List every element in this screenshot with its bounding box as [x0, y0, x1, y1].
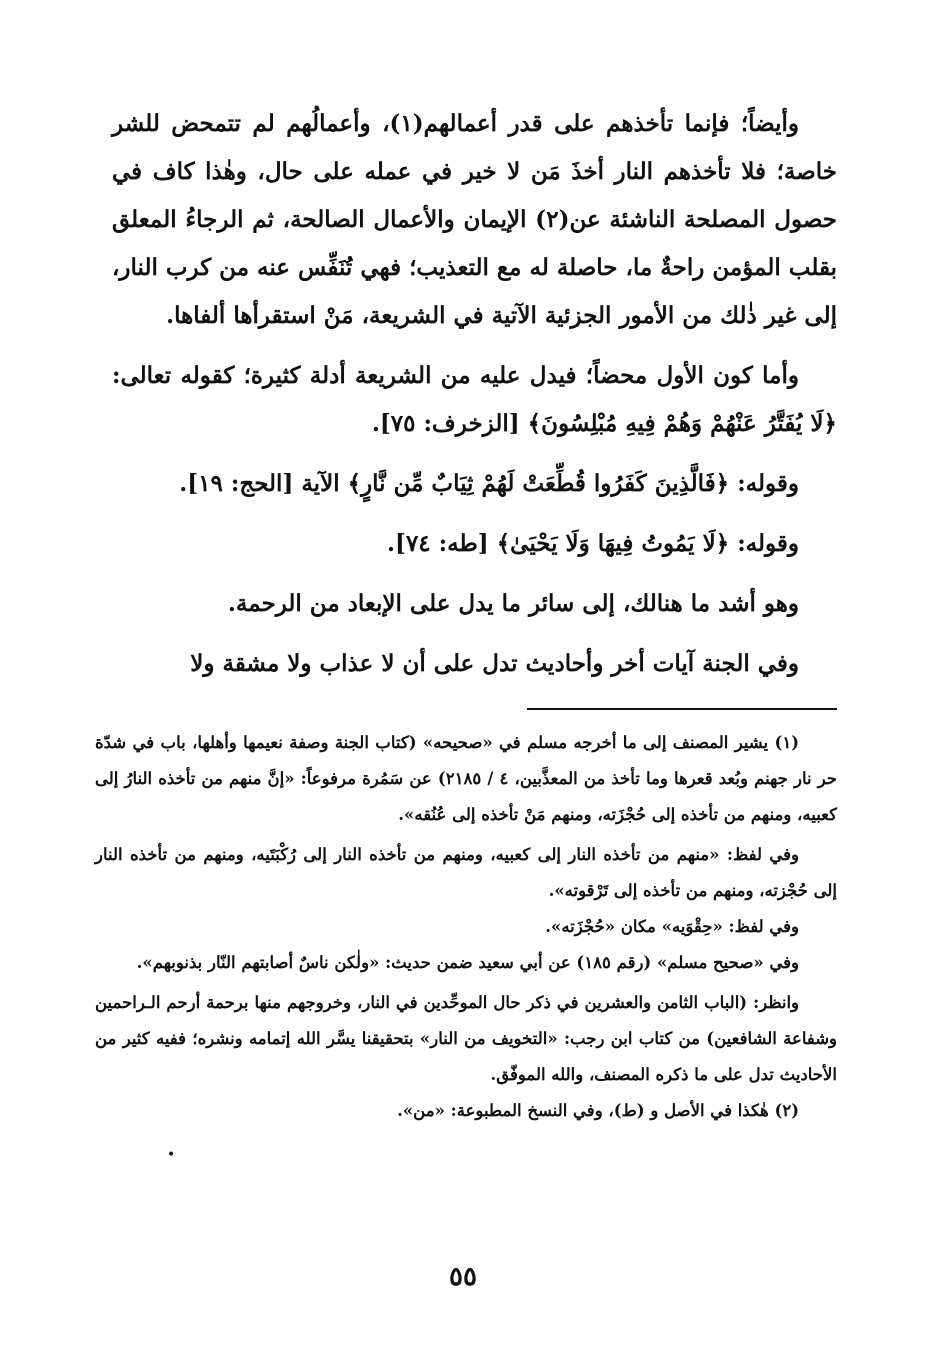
footnote: وفي «صحيح مسلم» (رقم ١٨٥) عن أبي سعيد ضمن حديث: «ولٰكن ناسٌ أصابتهم النّار بذنوبهم».: [136, 953, 799, 972]
paragraph-text: وقوله:: [737, 530, 799, 557]
paragraph: وفي الجنة آيات أخر وأحاديث تدل على أن لا عذاب ولا مشقة ولا: [190, 650, 799, 677]
footnote: وانظر: (الباب الثامن والعشرين في ذكر حال الموحِّدين في النار، وخروجهم منها برحمة أرحم الـراحمين وشفاعة الشافعين) من كتاب ابن رجب: «التخويف من النار» بتحقيقنا يسَّر الله إتمامه ونشره؛ ففيه كثير من الأحاديث تدل على ما ذكره المصنف، والله الموفّق.: [95, 993, 837, 1084]
main-text: [112, 100, 837, 688]
quran-verse: ﴿فَالَّذِينَ كَفَرُوا قُطِّعَتْ لَهُمْ ثِيَابٌ مِّن نَّارٍ﴾: [347, 470, 730, 497]
paragraph: [112, 460, 837, 508]
paragraph: [112, 520, 837, 568]
paragraph: وأيضاً؛ فإنما تأخذهم على قدر أعمالهم(١)، وأعمالُهم لم تتمحض للشر خاصة؛ فلا تأخذهم النار أخذَ مَن لا خير في عمله على حال، وهٰذا كاف في حصول المصلحة الناشئة عن(٢) الإيمان والأعمال الصالحة، ثم الرجاءُ المعلق بقلب المؤمن راحةٌ ما، حاصلة له مع التعذيب؛ فهي تُنَفِّس عنه من كرب النار، إلى غير ذٰلك من الأمور الجزئية الآتية في الشريعة، مَنْ استقرأها ألفاها.: [112, 110, 837, 329]
paragraph-text: وقوله:: [737, 470, 799, 497]
footnote: وفي لفظ: «منهم من تأخذه النار إلى كعبيه، ومنهم من تأخذه النار إلى رُكْبَتَيه، ومنهم من تأخذه النار إلى حُجْزته، ومنهم من تأخذه إلى تَرْقوته».: [95, 845, 837, 900]
footnote: (١) يشير المصنف إلى ما أخرجه مسلم في «صحيحه» (كتاب الجنة وصفة نعيمها وأهلها، باب في شدّة حر نار جهنم وبُعد قعرها وما تأخذ من المعذَّبين، ٤ / ٢١٨٥) عن سَمُرة مرفوعاً: «إنَّ منهم من تأخذه النارُ إلى كعبيه، ومنهم من تأخذه إلى حُجْزَته، ومنهم مَنْ تأخذه إلى عُنُقه».: [95, 733, 838, 824]
paragraph-text: وأما كون الأول محضاً؛ فيدل عليه من الشريعة أدلة كثيرة؛ كقوله تعالى:: [112, 362, 799, 389]
footnote: (٢) هٰكذا في الأصل و (ط)، وفي النسخ المطبوعة: «من».: [397, 1101, 799, 1120]
paragraph: وهو أشد ما هنالك، إلى سائر ما يدل على الإبعاد من الرحمة.: [227, 590, 799, 617]
stray-mark: •: [167, 1147, 176, 1163]
paragraph: [112, 352, 837, 448]
footnote: وفي لفظ: «حِقْوَيه» مكان «حُجْزَته».: [545, 917, 799, 936]
footnote-separator: [527, 708, 837, 710]
verse-reference: [الزخرف: ٧٥].: [371, 410, 520, 437]
verse-reference: [طه: ٧٤].: [387, 530, 489, 557]
footnotes: [95, 725, 837, 1129]
page-number: ٥٥: [449, 1262, 477, 1292]
quran-verse: ﴿لَا يَمُوتُ فِيهَا وَلَا يَحْيَىٰ﴾: [496, 530, 730, 557]
quran-verse: ﴿لَا يُفَتَّرُ عَنْهُمْ وَهُمْ فِيهِ مُبْلِسُونَ﴾: [527, 410, 837, 437]
verse-reference: الآية [الحج: ١٩].: [179, 470, 340, 497]
